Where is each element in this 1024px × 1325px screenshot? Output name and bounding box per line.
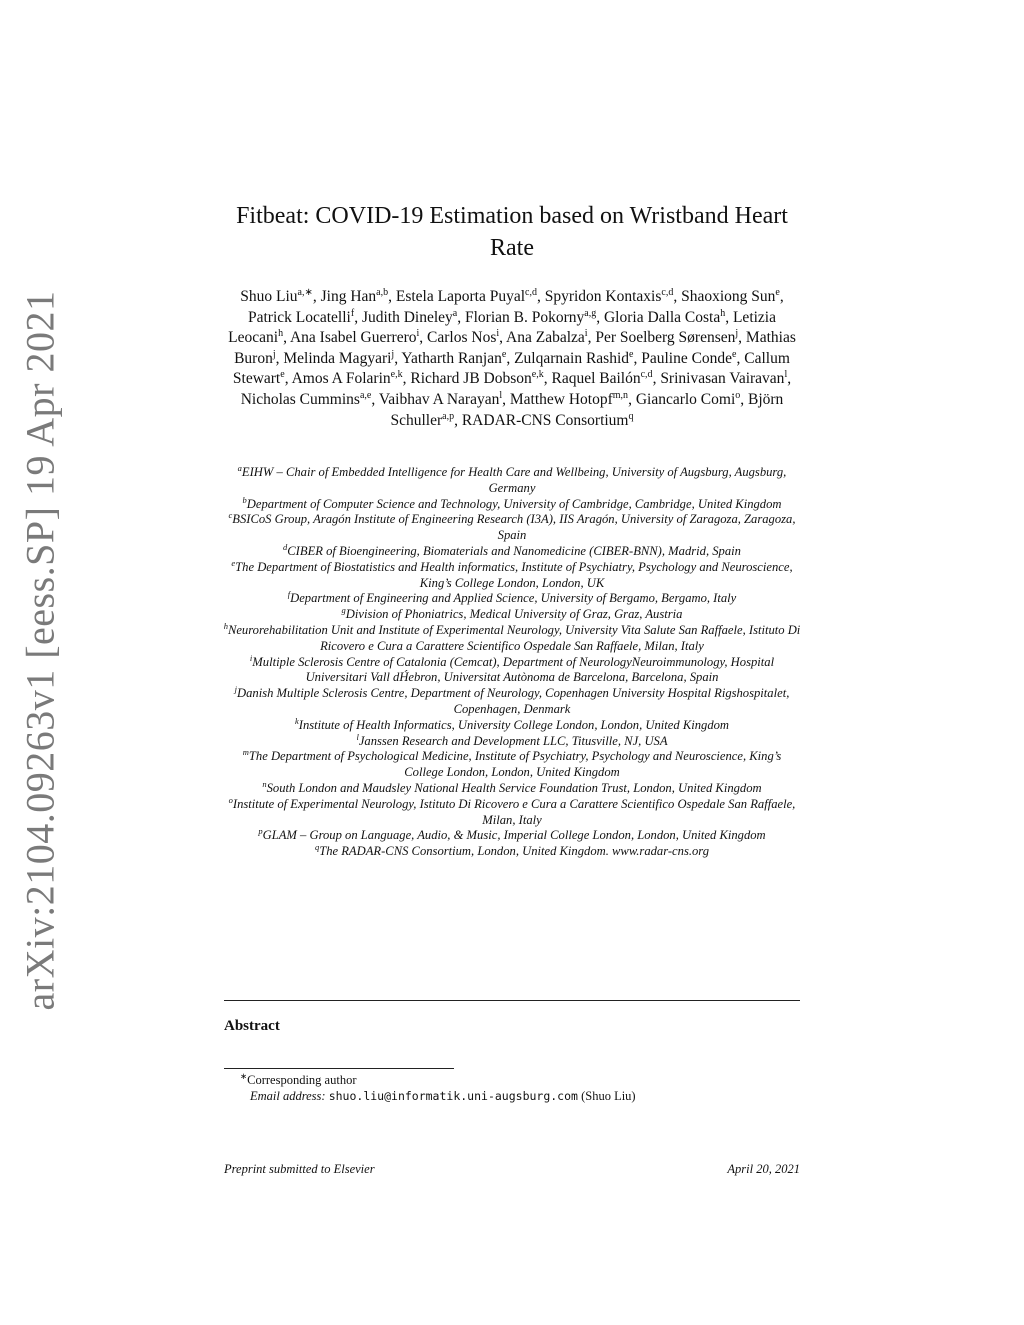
author <box>410 370 551 387</box>
author <box>362 309 465 326</box>
abstract-heading: Abstract <box>224 1018 280 1034</box>
author-name: Ana Zabalza <box>506 329 585 347</box>
affiliation-key: h <box>223 620 228 631</box>
arxiv-side-stamp <box>12 290 68 1010</box>
abstract-divider <box>224 1000 800 1001</box>
author-name: Melinda Magyari <box>283 349 392 367</box>
author-affiliation-marker: j <box>735 328 739 340</box>
affiliation <box>222 591 802 607</box>
author-separator: , <box>740 390 748 408</box>
affiliation-text: Multiple Sclerosis Centre of Catalonia (Cemcat), Department of NeurologyNeuroimmunology, Hospital Universitari Vall dH́ebron, Universitat Autònoma de Barcelona, Barcelona, Spain <box>252 654 775 685</box>
affiliation <box>222 512 802 544</box>
author-affiliation-marker: c,d <box>640 369 653 381</box>
email-address-link[interactable]: shuo.liu@informatik.uni-augsburg.com <box>328 1089 578 1103</box>
author-separator: , <box>633 349 642 367</box>
paper-title: Fitbeat: COVID-19 Estimation based on Wristband Heart Rate <box>236 203 788 261</box>
author-affiliation-marker: e <box>775 287 780 298</box>
author-name: Raquel Bailón <box>551 370 641 388</box>
corresponding-label: Corresponding author <box>247 1073 357 1087</box>
affiliation-key: p <box>258 826 263 837</box>
affiliation-text: The Department of Psychological Medicine, Institute of Psychiatry, Psychology and Neuroscience, King’s College London, London, United Kingdom <box>248 749 782 780</box>
author-name: Spyridon Kontaxis <box>544 288 662 305</box>
author-name: Judith Dineley <box>361 308 453 326</box>
author-name: Estela Laporta Puyal <box>395 288 525 305</box>
author-name: Yatharth Ranjan <box>401 349 502 367</box>
author-name: Patrick Locatelli <box>247 308 351 326</box>
author-name: Mathias Buron <box>234 329 796 367</box>
author-separator: , <box>457 308 465 326</box>
affiliation <box>222 620 802 655</box>
author-list <box>218 287 806 431</box>
author-affiliation-marker: a,g <box>584 307 597 319</box>
author-separator: , <box>506 349 515 367</box>
author-affiliation-marker: j <box>272 348 276 360</box>
email-owner: (Shuo Liu) <box>581 1089 636 1103</box>
author-name: Richard JB Dobson <box>410 370 532 388</box>
author-separator: , <box>736 349 745 367</box>
author-affiliation-marker: e <box>501 348 507 360</box>
author-name: Shuo Liu <box>240 288 298 305</box>
affiliation-key: l <box>356 731 359 742</box>
author-separator: , <box>394 349 402 367</box>
author-separator: , <box>787 370 792 388</box>
author <box>551 370 660 387</box>
author-separator: , <box>312 288 321 305</box>
affiliation-key: g <box>341 605 346 616</box>
author-affiliation-marker: a,p <box>442 410 455 422</box>
author-separator: , <box>738 329 746 347</box>
author-name: Nicholas Cummins <box>240 390 360 408</box>
affiliation <box>222 541 802 560</box>
affiliation-key: d <box>283 541 288 552</box>
author <box>427 329 506 346</box>
author <box>514 350 641 367</box>
author-separator: , <box>499 329 507 347</box>
affiliation-key: f <box>287 589 291 600</box>
author-affiliation-marker: h <box>278 328 284 340</box>
author-affiliation-marker: e <box>629 348 634 360</box>
author <box>604 309 733 326</box>
author-separator: , <box>543 370 552 388</box>
author <box>241 391 379 408</box>
affiliation-key: c <box>228 510 233 521</box>
author-affiliation-marker: a,b <box>376 287 389 298</box>
author-separator: , <box>284 370 292 388</box>
author <box>396 288 545 305</box>
author-separator: , <box>652 370 661 388</box>
author-name: Letizia Leocani <box>228 308 776 347</box>
affiliation-text: Janssen Research and Development LLC, Titusville, NJ, USA <box>358 733 668 748</box>
affiliation-key: q <box>314 842 320 853</box>
affiliation <box>222 607 802 623</box>
affiliation <box>222 828 802 844</box>
author-affiliation-marker: i <box>496 328 500 340</box>
affiliation <box>222 686 802 718</box>
page-footer <box>224 1162 800 1177</box>
author-affiliation-marker: c,d <box>661 287 674 298</box>
author-separator: , <box>454 411 462 429</box>
affiliation <box>222 465 802 497</box>
author-separator: , <box>371 390 379 408</box>
author-name: Giancarlo Comi <box>635 390 736 408</box>
author-affiliation-marker: l <box>784 369 788 381</box>
affiliation <box>222 494 802 513</box>
footer-journal: Preprint submitted to Elsevier <box>224 1162 375 1176</box>
affiliation-text: The RADAR-CNS Consortium, London, United Kingdom. www.radar-cns.org <box>319 844 710 859</box>
affiliation-list <box>222 465 802 860</box>
author <box>510 391 636 408</box>
affiliation <box>222 731 802 750</box>
author <box>401 350 514 367</box>
author-affiliation-marker: c,d <box>525 287 537 298</box>
affiliation-key: a <box>237 463 242 473</box>
author <box>545 288 681 305</box>
author-affiliation-marker: a <box>452 307 458 319</box>
author-separator: , <box>587 329 596 347</box>
affiliation-text: Department of Computer Science and Technology, University of Cambridge, Cambridge, United Kingdom <box>246 496 782 511</box>
arxiv-identifier: arXiv:2104.09263v1 [eess.SP] 19 Apr 2021 <box>17 290 63 1010</box>
affiliation <box>222 844 802 860</box>
affiliation <box>222 557 802 592</box>
author <box>641 350 744 367</box>
affiliation <box>222 778 802 797</box>
author-name: Amos A Folarin <box>291 370 391 388</box>
author-name: Gloria Dalla Costa <box>603 308 721 326</box>
author-affiliation-marker: a,e <box>359 389 372 401</box>
author <box>379 391 510 408</box>
author <box>290 329 427 346</box>
affiliation-text: CIBER of Bioengineering, Biomaterials and Nanomedicine (CIBER-BNN), Madrid, Spain <box>287 543 741 558</box>
author-affiliation-marker: e <box>732 348 737 360</box>
author <box>240 288 320 305</box>
affiliation-text: Department of Engineering and Applied Science, University of Bergamo, Bergamo, Italy <box>290 591 737 606</box>
author-separator: , <box>596 308 604 326</box>
author-separator: , <box>354 308 362 326</box>
affiliation-key: m <box>242 747 249 758</box>
author-affiliation-marker: a,∗ <box>297 287 313 298</box>
affiliation <box>222 715 802 734</box>
affiliation-text: Division of Phoniatrics, Medical University of Graz, Graz, Austria <box>345 607 683 622</box>
footnote-corresponding <box>224 1072 800 1088</box>
footnote-email <box>224 1088 800 1104</box>
author <box>636 391 748 408</box>
author-name: Carlos Nos <box>427 329 497 347</box>
author-separator: , <box>502 390 510 408</box>
affiliation-key: i <box>249 652 253 663</box>
author-separator: , <box>275 349 284 367</box>
author-separator: , <box>725 308 733 326</box>
affiliation-text: Danish Multiple Sclerosis Centre, Department of Neurology, Copenhagen University Hospital Rigshospitalet, Copenhagen, Denmark <box>237 686 790 716</box>
affiliation-key: k <box>294 715 299 726</box>
author <box>506 329 595 346</box>
footnote-divider <box>224 1068 454 1069</box>
author-separator: , <box>419 329 428 347</box>
footnote-marker: ∗ <box>240 1071 248 1081</box>
author-affiliation-marker: h <box>720 307 726 319</box>
author-name: Pauline Conde <box>641 349 733 367</box>
author-name: Vaibhav A Narayan <box>378 390 500 408</box>
author-separator: , <box>779 288 784 305</box>
affiliation-text: Institute of Experimental Neurology, Istituto Di Ricovero e Cura a Carattere Scientifico Ospedale San Raffaele, Milan, Italy <box>232 796 796 827</box>
email-label: Email address: <box>250 1089 326 1103</box>
affiliation-text: The Department of Biostatistics and Health informatics, Institute of Psychiatry, Psychology and Neuroscience, King’s College London, London, UK <box>235 559 793 590</box>
author-name: Shaoxiong Sun <box>681 288 776 305</box>
author-affiliation-marker: e,k <box>531 369 544 381</box>
affiliation-text: BSICoS Group, Aragón Institute of Engineering Research (I3A), IIS Aragón, University of Zaragoza, Zaragoza, Spain <box>232 512 796 543</box>
footer-date: April 20, 2021 <box>727 1162 800 1176</box>
author-affiliation-marker: i <box>416 328 420 340</box>
author-separator: , <box>536 288 545 305</box>
affiliation-key: b <box>242 494 247 505</box>
affiliation-key: e <box>231 557 236 568</box>
author-name: Matthew Hotopf <box>509 390 613 408</box>
author-name: Per Soelberg Sørensen <box>595 329 736 347</box>
author <box>462 412 634 429</box>
author <box>321 288 396 305</box>
author-name: Florian B. Pokorny <box>465 308 585 326</box>
author <box>292 370 411 387</box>
author-name: Björn Schuller <box>390 390 784 429</box>
author <box>660 370 791 387</box>
author-separator: , <box>673 288 682 305</box>
affiliation-text: GLAM – Group on Language, Audio, & Music, Imperial College London, London, United Kingdom <box>262 828 766 843</box>
author <box>283 350 401 367</box>
author-separator: , <box>283 329 290 347</box>
author <box>248 309 362 326</box>
affiliation-text: EIHW – Chair of Embedded Intelligence for Health Care and Wellbeing, University of Augsburg, Augsburg, Germany <box>241 465 787 495</box>
author <box>465 309 604 326</box>
affiliation-key: o <box>228 794 233 805</box>
author-name: RADAR-CNS Consortium <box>461 411 629 429</box>
author-affiliation-marker: m,n <box>612 389 629 401</box>
author-separator: , <box>402 370 411 388</box>
author-separator: , <box>388 288 396 305</box>
author-affiliation-marker: e <box>280 369 285 381</box>
affiliation-key: j <box>234 684 238 695</box>
footnote <box>224 1072 800 1104</box>
affiliation-text: Institute of Health Informatics, University College London, London, United Kingdom <box>298 717 730 732</box>
affiliation-key: n <box>262 778 267 789</box>
author-name: Ana Isabel Guerrero <box>289 329 417 347</box>
affiliation-text: South London and Maudsley National Health Service Foundation Trust, London, United Kingdom <box>266 780 762 795</box>
affiliation <box>222 652 802 687</box>
affiliation <box>222 749 802 781</box>
author-name: Srinivasan Vairavan <box>660 370 785 388</box>
author-affiliation-marker: i <box>584 328 588 340</box>
author-affiliation-marker: f <box>350 307 355 319</box>
affiliation-text: Neurorehabilitation Unit and Institute of Experimental Neurology, University Vita Salute San Raffaele, Istituto Di Ricovero e Cura a Carattere Scientifico Ospedale San Raffaele, Milan, Italy <box>227 622 801 653</box>
author-affiliation-marker: l <box>499 389 503 401</box>
author-affiliation-marker: j <box>391 348 395 360</box>
author-affiliation-marker: e,k <box>390 369 403 381</box>
author-name: Callum Stewart <box>232 349 790 388</box>
author-affiliation-marker: q <box>628 410 634 422</box>
author-name: Jing Han <box>320 288 377 305</box>
affiliation <box>222 794 802 829</box>
author-affiliation-marker: o <box>735 389 741 401</box>
author-name: Zulqarnain Rashid <box>514 349 629 367</box>
author <box>595 329 746 346</box>
author-separator: , <box>628 390 636 408</box>
author <box>681 288 784 305</box>
